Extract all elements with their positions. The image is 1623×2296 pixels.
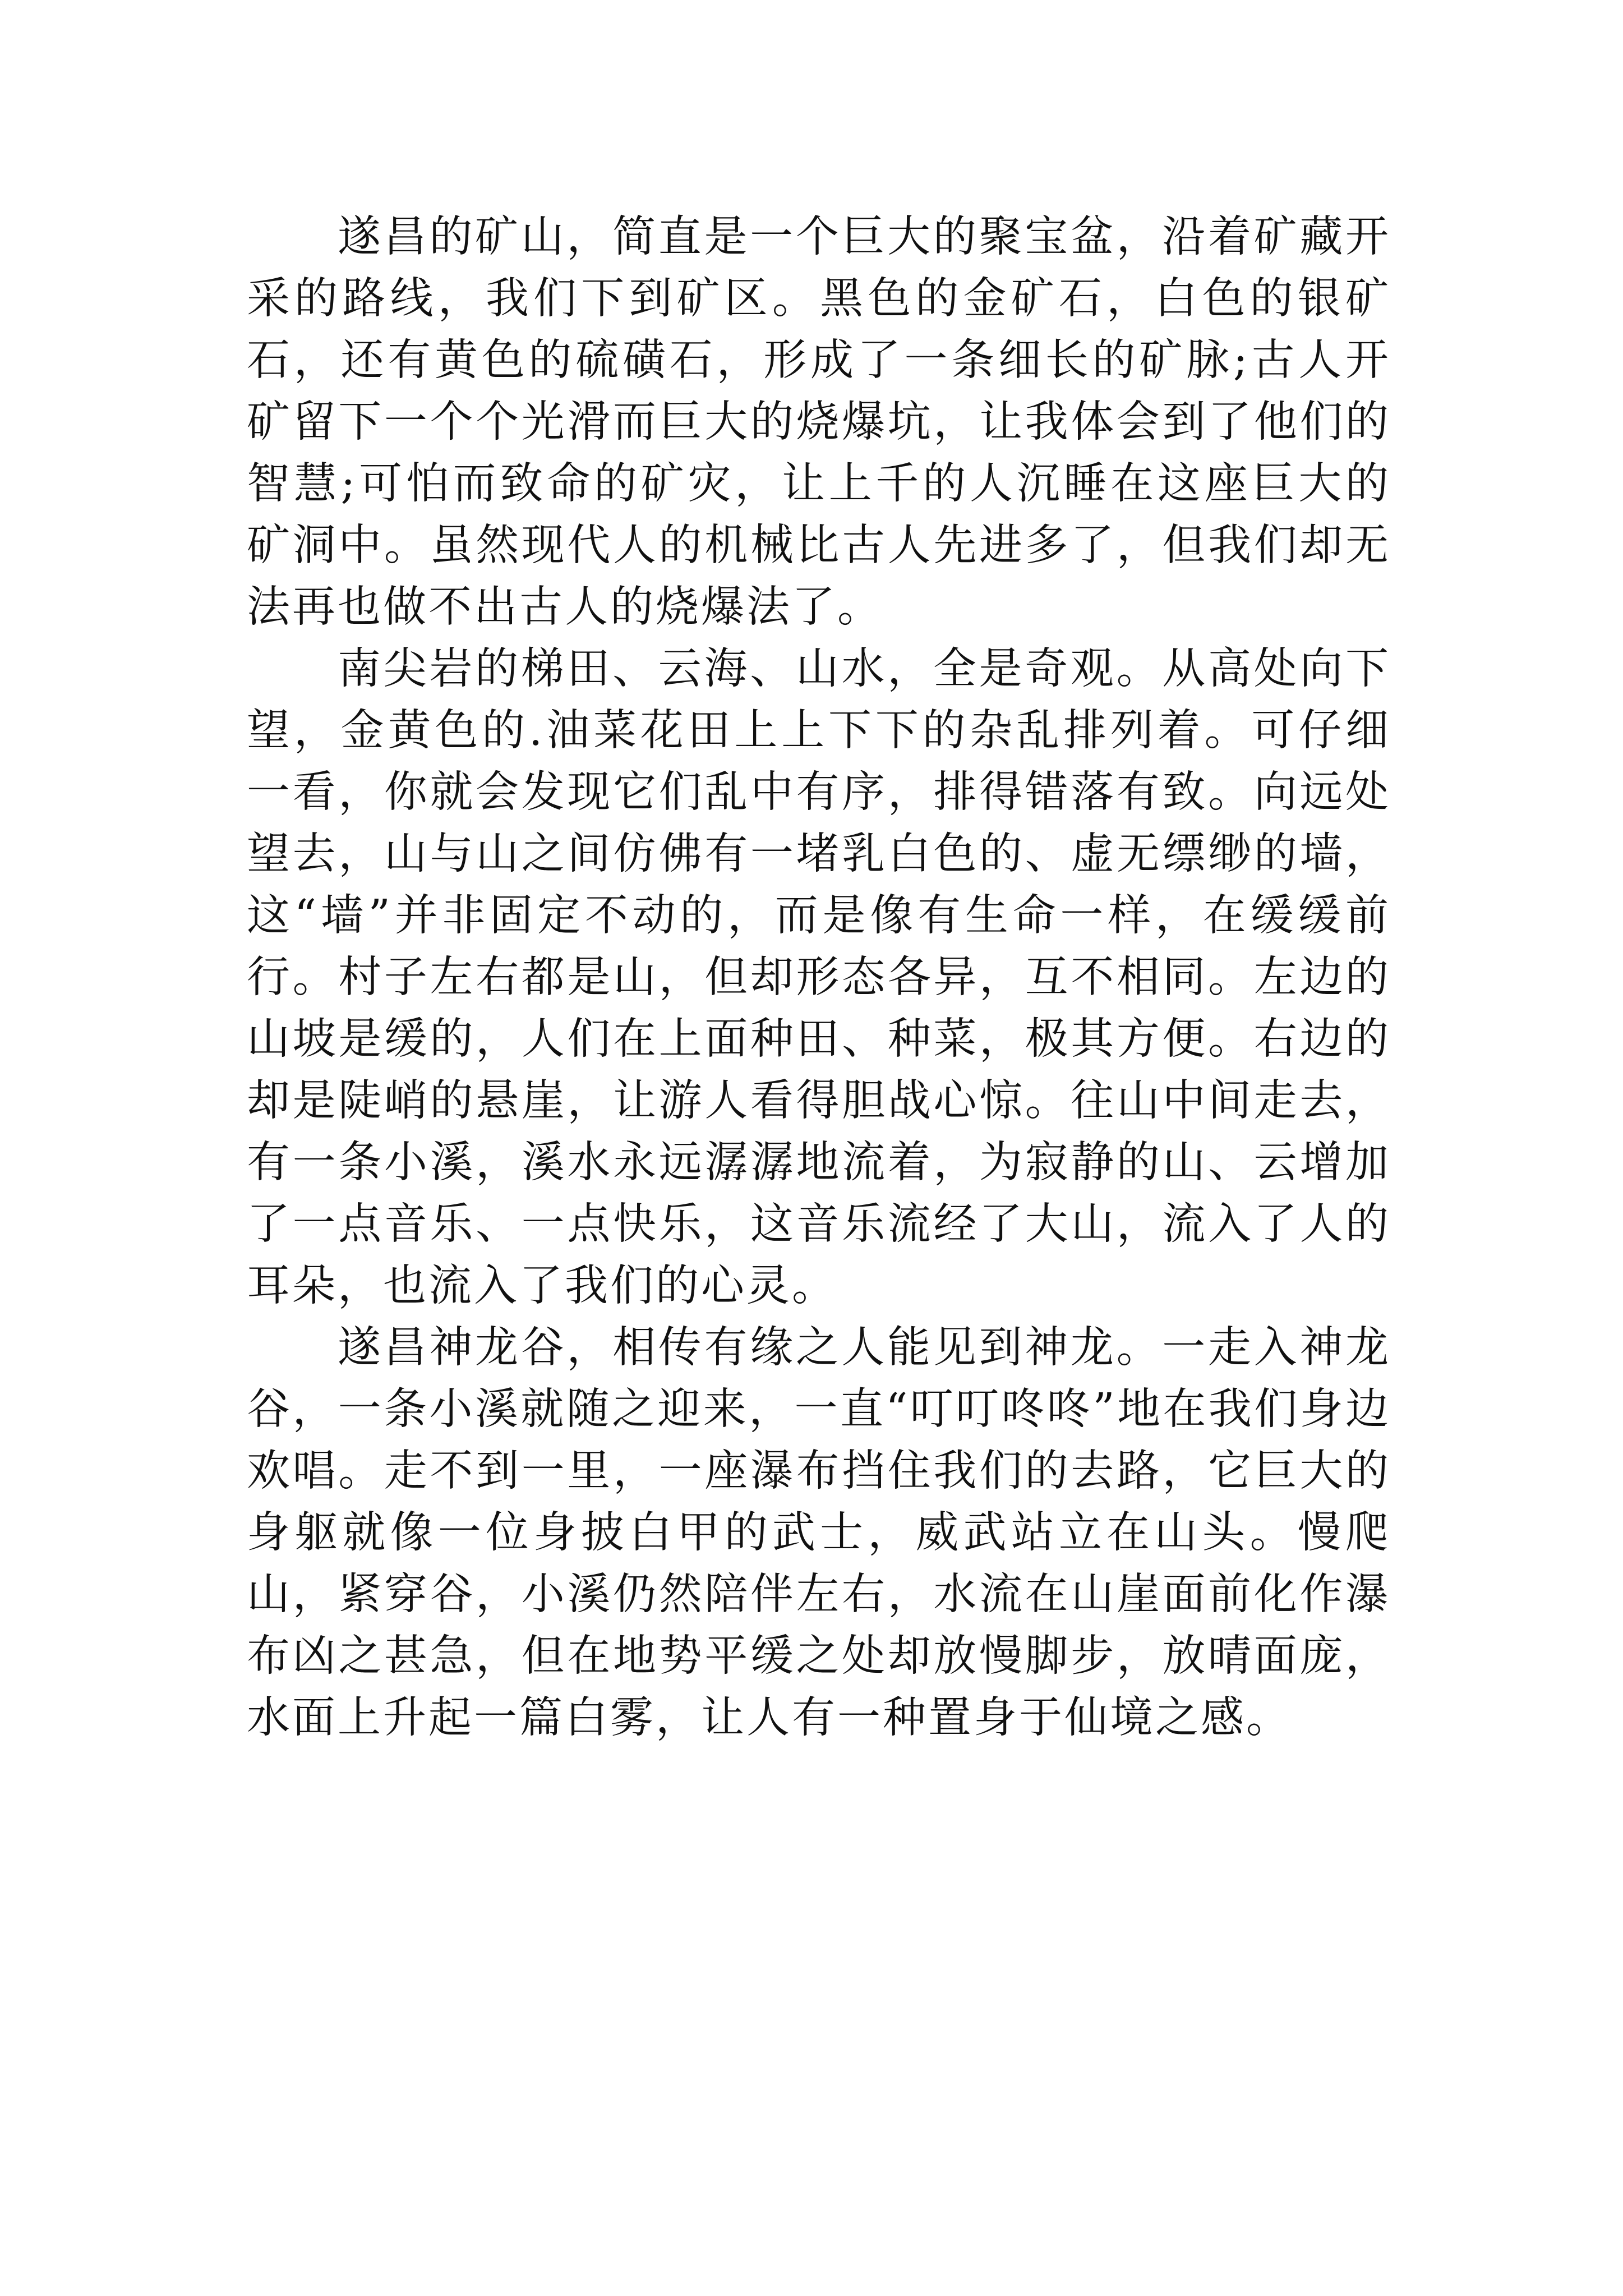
paragraph-nanjianyan: 南尖岩的梯田、云海、山水，全是奇观。从高处向下望，金黄色的.油菜花田上上下下的杂乱排列着。可仔细一看，你就会发现它们乱中有序，排得错落有致。向远处望去，山与山之间仿佛有一堵乳白色的、虚无缥缈的墙，这“墙”并非固定不动的，而是像有生命一样，在缓缓前行。村子左右都是山，但却形态各异，互不相同。左边的山坡是缓的，人们在上面种田、种菜，极其方便。右边的却是陡峭的悬崖，让游人看得胆战心惊。往山中间走去，有一条小溪，溪水永远潺潺地流着，为寂静的山、云增加了一点音乐、一点快乐，这音乐流经了大山，流入了人的耳朵，也流入了我们的心灵。 bbox=[247, 644, 1391, 1311]
paragraph-shenlonggu: 遂昌神龙谷，相传有缘之人能见到神龙。一走入神龙谷，一条小溪就随之迎来，一直“叮叮咚咚”地在我们身边欢唱。走不到一里，一座瀑布挡住我们的去路，它巨大的身躯就像一位身披白甲的武士，威武站立在山头。慢爬山，紧穿谷，小溪仍然陪伴左右，水流在山崖面前化作瀑布凶之甚急，但在地势平缓之处却放慢脚步，放晴面庞，水面上升起一篇白雾，让人有一种置身于仙境之感。 bbox=[247, 1323, 1391, 1743]
document-body bbox=[247, 206, 1391, 1749]
paragraph-mine: 遂昌的矿山，简直是一个巨大的聚宝盆，沿着矿藏开采的路线，我们下到矿区。黑色的金矿石，白色的银矿石，还有黄色的硫磺石，形成了一条细长的矿脉;古人开矿留下一个个光滑而巨大的烧爆坑，让我体会到了他们的智慧;可怕而致命的矿灾，让上千的人沉睡在这座巨大的矿洞中。虽然现代人的机械比古人先进多了，但我们却无法再也做不出古人的烧爆法了。 bbox=[247, 212, 1391, 632]
